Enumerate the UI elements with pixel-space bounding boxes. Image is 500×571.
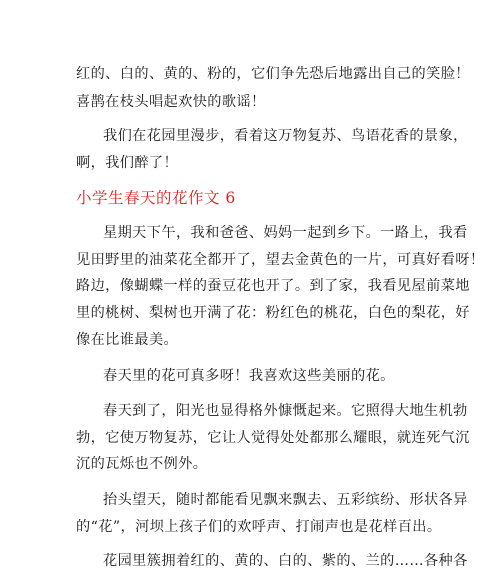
text-line: 红的、白的、黄的、粉的，它们争先恐后地露出自己的笑脸！ <box>76 66 470 82</box>
section-heading: 小学生春天的花作文 6 <box>76 189 236 207</box>
text-line: 见田野里的油菜花全都开了，望去金黄色的一片，可真好看呀！ <box>76 252 485 268</box>
text-line: 沉的瓦烁也不例外。 <box>76 456 208 472</box>
text-line: 里的桃树、梨树也开满了花：粉红色的桃花，白色的梨花，好 <box>76 305 470 321</box>
paragraph-start: 花园里簇拥着红的、黄的、白的、紫的、兰的……各种各 <box>103 553 468 569</box>
paragraph-start: 春天里的花可真多呀！我喜欢这些美丽的花。 <box>103 368 395 384</box>
text-line: 路边，像蝴蝶一样的蚕豆花也开了。到了家，我看见屋前菜地 <box>76 278 470 294</box>
text-line: 勃，它使万物复苏，它让人觉得处处都那么耀眼，就连死气沉 <box>76 430 470 446</box>
text-line: 啊，我们醉了！ <box>76 155 179 171</box>
text-line: 的“花”，河坝上孩子们的欢呼声、打闹声也是花样百出。 <box>76 519 442 535</box>
text-line: 喜鹊在枝头唱起欢快的歌谣！ <box>76 94 266 110</box>
paragraph-start: 春天到了，阳光也显得格外慷慨起来。它照得大地生机勃 <box>103 403 468 419</box>
text-line: 像在比谁最美。 <box>76 332 179 348</box>
paragraph-start: 抬头望天，随时都能看见飘来飘去、五彩缤纷、形状各异 <box>103 492 468 508</box>
paragraph-start: 星期天下午，我和爸爸、妈妈一起到乡下。一路上，我看 <box>103 225 468 241</box>
paragraph-start: 我们在花园里漫步，看着这万物复苏、鸟语花香的景象， <box>103 128 468 144</box>
